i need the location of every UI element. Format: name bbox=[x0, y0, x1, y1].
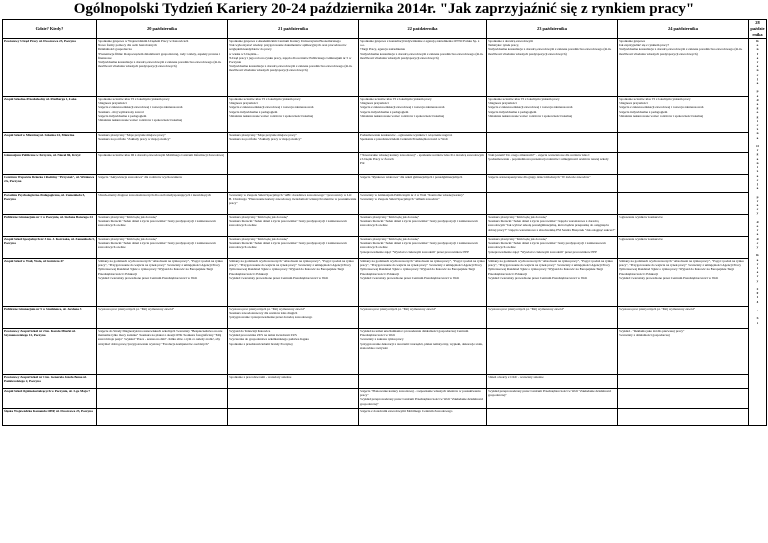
activity-cell bbox=[359, 193, 487, 215]
activity-line: •zmiany na godzinach wychowawczych "Absolwent na rynku pracy", "Popyt i podaż na rynku pracy", "Przygotowanie do wejścia na rynek pracy" •warsztaty z umiejętności Agencji Pracy Tymczasowej Randstad •Quiz o rynku pracy •Wyjazd do Katowic na Europejskie Targi Przedsiębiorczości i Edukacji bbox=[619, 259, 744, 276]
schedule-row bbox=[3, 329, 767, 375]
activity-line: •wystawa prac plastycznych pt. "Mój wymarzony zawód" bbox=[98, 307, 175, 311]
activity-line: •indywidualne konsultacje z doradcą zawodowym z zakresu poradnictwa zawodowego (m.in. możliwość zbadania własnych predyspozycji zawodowych) bbox=[360, 51, 484, 60]
activity-cell bbox=[618, 215, 749, 237]
institution-name: Zespół Szkół Specjalnych nr 3 im. J. Korczaka, ul. Zamenhofa 5, Poczyna bbox=[3, 237, 97, 259]
institution-name: Centrum Wsparcia Dziecka i Rodziny "Przystań", ul. Wiśniowa 2A, Poczyna bbox=[3, 175, 97, 193]
activity-line: •zajęcia z zakresu edukacji zawodowej i rozwoju zainteresowań bbox=[98, 105, 183, 110]
activity-line: •warsztaty z zakresu rynku pracy bbox=[360, 337, 404, 342]
side-note-letter: t bbox=[756, 320, 759, 325]
side-note-letter: o bbox=[756, 110, 759, 115]
activity-cell bbox=[618, 329, 749, 375]
activity-line: •wykład przeprowadzony przez Centrum Przedsiębiorczości w Woli "Zakładanie działalności gospodarczej" bbox=[488, 389, 612, 398]
activity-cell bbox=[359, 215, 487, 237]
activity-line: •wykład i warsztaty prowadzone przez Centrum Przedsiębiorczości w Woli bbox=[98, 275, 198, 280]
activity-cell bbox=[487, 153, 618, 175]
side-note-letter: g bbox=[756, 152, 759, 157]
activity-line: •wykład na temat uruchamiania i prowadzenia działalności gospodarczej Centrum Przedsiębiorczości w Woli bbox=[360, 329, 469, 338]
activity-line: •działania nakierowane wobec rodziców i społeczności lokalnej bbox=[229, 113, 314, 118]
activity-cell bbox=[228, 237, 359, 259]
side-note-letter: r bbox=[756, 60, 759, 65]
activity-line: •wyjazd do Telewizji Katowice bbox=[229, 329, 271, 333]
activity-line: •ogłoszenie wyników konkursów bbox=[619, 237, 663, 241]
activity-cell bbox=[618, 409, 749, 426]
side-note-letter: d bbox=[756, 236, 759, 241]
side-note-letter: e bbox=[756, 93, 759, 98]
activity-line: •konkurs plastyczny "Kim będę jak dorosnę" bbox=[360, 215, 420, 219]
institution-name: Powiatowy Zespół Szkół nr 2 im. Karola Miarki ul. Szymanowskiego 12, Poczyna bbox=[3, 329, 97, 375]
side-note-letter: - bbox=[756, 308, 759, 312]
activity-line: •spotkanie z doradcą zawodowym bbox=[488, 39, 534, 43]
activity-line: •zajęcia "Planowanie kariery zawodowej - rozpoznanie własnych talentów w poszukiwaniu pracy" bbox=[360, 389, 481, 398]
activity-line: •wystawa prac plastycznych pt. "Mój wymarzony zawód" bbox=[360, 307, 437, 311]
side-note-letter: 1 bbox=[756, 295, 759, 300]
activity-cell bbox=[228, 193, 359, 215]
header-day-6: 28 października bbox=[750, 20, 765, 37]
activity-cell bbox=[487, 389, 618, 409]
institution-name: Zespół Szkół Ogólnokształcących w Poczynie, ul. 3-go Maja 7 bbox=[3, 389, 97, 409]
activity-line: •warsztaty z działalności gospodarczej bbox=[619, 333, 670, 338]
activity-cell bbox=[228, 389, 359, 409]
side-note-letter: i bbox=[757, 165, 758, 170]
institution-name: Powiatowy Urząd Pracy ul. Dworcowa 23, Poczyna bbox=[3, 39, 97, 97]
activity-line: •konkurs - mój wymarzony zawód bbox=[98, 109, 144, 114]
schedule-row bbox=[3, 215, 767, 237]
side-note-cell bbox=[749, 39, 767, 426]
activity-cell bbox=[228, 133, 359, 153]
activity-cell bbox=[97, 153, 228, 175]
activity-cell bbox=[228, 175, 359, 193]
activity-cell bbox=[359, 237, 487, 259]
activity-cell bbox=[487, 409, 618, 426]
activity-line: •diagnoza przyszłości bbox=[98, 101, 127, 106]
activity-line: •wystawa prac plastycznych pt. "Mój wymarzony zawód" bbox=[229, 307, 306, 311]
side-note-letter: S bbox=[756, 316, 759, 321]
activity-line: •konkurs literacki "Jeden dzień z życia pracownika" •testy predyspozycji i zainteresowań zawodowych on-line bbox=[229, 241, 347, 250]
side-note-letter: o bbox=[756, 43, 759, 48]
activity-line: •zajęcia z zakresu edukacji zawodowej i rozwoju zainteresowań bbox=[229, 105, 314, 110]
header-row bbox=[3, 20, 767, 39]
activity-line: •przeprowadzenie zajęć "Wywiad z ciekawym zawodem" przez pracownikow PPP bbox=[488, 249, 597, 254]
activity-cell bbox=[228, 375, 359, 389]
activity-cell bbox=[228, 409, 359, 426]
schedule-row bbox=[3, 307, 767, 329]
activity-cell bbox=[359, 409, 487, 426]
activity-line: Jak zaprzyjaźnić się z rynkiem pracy? bbox=[619, 43, 670, 48]
activity-line: •spotkanie uczniów klas VI z lokalnym rynkiem pracy bbox=[98, 97, 170, 101]
activity-line: Pół bbox=[360, 161, 365, 166]
activity-cell bbox=[359, 175, 487, 193]
activity-line: •spotkanie grupowe z Akademickim Centrum Kariery Uniwersytetu Ekonomicznego bbox=[229, 39, 341, 43]
side-note-letter: a bbox=[756, 186, 759, 191]
activity-line: •spotkanie grupowe w Wojewódzkim Urzędem Pracy w Katowicach bbox=[98, 39, 189, 43]
activity-cell bbox=[97, 389, 228, 409]
activity-line: •spotkanie z pracodawcami - warsztaty szkolne bbox=[229, 375, 292, 379]
activity-line: •diagnoza przyszłości bbox=[619, 101, 648, 106]
activity-line: B. Chrobrego "Planowanie kariery zawodowej, świadomość własnych talentów w poszukiwaniu pracy" bbox=[229, 197, 357, 206]
activity-line: Spotkanie z przedstawicielem Centrum Przedsiębiorczości w Woli bbox=[360, 137, 448, 142]
schedule-row bbox=[3, 389, 767, 409]
activity-line: •konkurs plastyczny "Kim będę jak dorosnę" bbox=[360, 237, 420, 241]
side-note-letter: a bbox=[756, 135, 759, 140]
activity-cell bbox=[359, 259, 487, 307]
activity-line: •konkurs literacki "Jeden dzień z życia pracownika" •testy predyspozycji i zainteresowań zawodowych on-line bbox=[488, 241, 606, 250]
activity-line: •konkurs literacki "Jeden dzień z życia pracownika" •testy predyspozycji i zainteresowań zawodowych on-line bbox=[98, 219, 216, 228]
activity-cell bbox=[618, 133, 749, 153]
activity-line: •Targi Pracy, agencja zatrudnienia bbox=[360, 47, 405, 52]
schedule-row bbox=[3, 193, 767, 215]
schedule-table bbox=[2, 19, 767, 426]
activity-line: •działania nakierowane wobec rodziców i społeczności lokalnej bbox=[488, 113, 573, 118]
activity-line: •warsztaty w Zespole Szkół Specjalnych "Album zawodów" bbox=[360, 197, 440, 202]
activity-cell bbox=[97, 375, 228, 389]
side-note-letter: g bbox=[756, 114, 759, 119]
institution-name: Zespół Szkolno-Przedszkolny ul. Fitelberga 1, Łaka bbox=[3, 97, 97, 133]
activity-line: •konkurs plastyczny "Kim będę jak dorosnę" bbox=[488, 215, 548, 219]
side-note-letter: r bbox=[756, 198, 759, 203]
activity-cell bbox=[359, 375, 487, 389]
side-note-letter: a bbox=[756, 156, 759, 161]
activity-cell bbox=[359, 307, 487, 329]
activity-cell bbox=[487, 133, 618, 153]
activity-line: •spotkanie grupowe z konsultacji indywidualne z agencją zatrudnienia OTTO Polska Sp. z o.o. bbox=[360, 39, 480, 48]
activity-line: •spotkanie z przedstawicielami branży Poczynej bbox=[229, 341, 293, 346]
activity-cell bbox=[487, 39, 618, 97]
institution-name: Publiczne Gimnazjum nr 1 w Poczynie, ul. Stefana Batorego 24 bbox=[3, 215, 97, 237]
side-note-letter: r bbox=[756, 274, 759, 279]
activity-cell bbox=[97, 259, 228, 307]
activity-line: •konkurs plastyczny "Kim będę jak dorosnę" bbox=[98, 215, 158, 219]
activity-line: •Jak wykorzystać wiedzę: przygotowanie dokumentów aplikacyjnych oraz pracodawców względem kandydatów do pracy bbox=[229, 43, 347, 52]
activity-line: •konkurs plastyczny "Kim będę jak dorosnę" bbox=[98, 237, 158, 241]
activity-line: •konkurs literacki "Jeden dzień z życia pracownika" •testy predyspozycji i zainteresowań zawodowych on-line bbox=[360, 219, 478, 228]
activity-line: •zajęcia z zakresu edukacji zawodowej i rozwoju zainteresowań bbox=[619, 105, 704, 110]
activity-cell bbox=[97, 39, 228, 97]
header-corner: Gdzie? Kiedy? bbox=[3, 20, 97, 39]
activity-line: •konkurs literacki "Jeden dzień z życia pracownika" •zajęcia warsztatowe z doradcą zawodowym "Jak wybrać szkołę ponadgimnazjalną, która będzie przepustką do osiągnięcia dobrej pracy?" •zajęcia warsztatowe z absolwentką PSI Sandra Brzęczek "Jak osiągnąć sukces?" bbox=[488, 219, 616, 232]
institution-name: Poradnia Psychologiczno-Pedagogiczna, ul. Zamenhofa 5, Poczyna bbox=[3, 193, 97, 215]
activity-cell bbox=[487, 307, 618, 329]
activity-line: •spotkanie uczniów klas VI z lokalnym rynkiem pracy bbox=[619, 97, 691, 101]
activity-line: •dzień otwarty z CKU - warsztaty szkolne bbox=[488, 375, 544, 379]
activity-line: •indywidualne konsultacje z doradcą zawodowym z zakresu poradnictwa zawodowego (m.in. możliwość zbadania własnych predyspozycji zawodowych) bbox=[98, 60, 222, 69]
activity-cell bbox=[228, 307, 359, 329]
side-note-letter: g bbox=[756, 106, 759, 111]
activity-line: •konkurs na portfolio "Zakłady pracy w mojej okolicy" bbox=[229, 137, 302, 142]
side-note-letter: j bbox=[756, 181, 759, 186]
activity-line: •działania nakierowane wobec rodziców i społeczności lokalnej bbox=[360, 113, 445, 118]
activity-cell bbox=[97, 329, 228, 375]
activity-line: •działania nakierowane wobec rodziców i społeczności lokalnej bbox=[619, 113, 704, 118]
side-note-letter: a bbox=[756, 202, 759, 207]
schedule-row bbox=[3, 39, 767, 97]
activity-cell bbox=[97, 237, 228, 259]
side-note-letter: K bbox=[756, 39, 759, 43]
activity-cell bbox=[618, 259, 749, 307]
side-note-letter: n bbox=[756, 68, 759, 73]
activity-line: •diagnoza przyszłości bbox=[488, 101, 517, 106]
side-note-letter: e bbox=[756, 64, 759, 69]
header-day-3: 22 października bbox=[359, 20, 487, 39]
activity-cell bbox=[618, 39, 749, 97]
side-note-letter: i bbox=[757, 265, 758, 270]
activity-cell bbox=[228, 153, 359, 175]
activity-line: •wykład przeprowadzony przez Centrum Przedsiębiorczości w Woli "Zakładanie działalności gospodarczej" bbox=[360, 397, 484, 406]
activity-cell bbox=[97, 307, 228, 329]
side-note-letter: c bbox=[756, 72, 759, 77]
side-note-letter: a bbox=[756, 173, 759, 178]
activity-line: •wykład i warsztaty prowadzone przez Centrum Przedsiębiorczości w Woli bbox=[619, 275, 719, 280]
side-note-letter: n bbox=[756, 47, 759, 52]
activity-cell bbox=[228, 215, 359, 237]
activity-line: •wykład i warsztaty prowadzone przez Centrum Przedsiębiorczości w Woli bbox=[360, 275, 460, 280]
activity-line: •wykład i warsztaty prowadzone przez Centrum Przedsiębiorczości w Woli bbox=[488, 275, 588, 280]
side-note-letter: o bbox=[756, 223, 759, 228]
activity-line: •zajęcia artoterapeutyczne dla grupy dzieci młodszych "W świecie zawodów" bbox=[488, 175, 591, 179]
activity-cell bbox=[359, 153, 487, 175]
activity-line: Nowe formy pomocy dla osób bezrobotnych bbox=[98, 43, 157, 48]
activity-cell bbox=[487, 175, 618, 193]
activity-cell bbox=[359, 97, 487, 133]
side-note-letter: O bbox=[756, 144, 759, 149]
activity-line: •konkurs literacki "Jeden dzień z życia pracownika" •testy predyspozycji i zainteresowań zawodowych on-line bbox=[229, 219, 347, 228]
activity-line: •zmiany na godzinach wychowawczych "Absolwent na rynku pracy", "Popyt i podaż na rynku pracy", "Przygotowanie do wejścia na rynek pracy" •warsztaty z umiejętności Agencji Pracy Tymczasowej Randstad •Quiz o rynku pracy •Wyjazd do Katowic na Europejskie Targi Przedsiębiorczości i Edukacji bbox=[98, 259, 223, 276]
activity-line: •warsztaty w Zespole Szkół Specjalnych "ABC doradztwa zawodowego" •pracownicy w LO bbox=[229, 193, 352, 197]
activity-cell bbox=[359, 389, 487, 409]
activity-line: •spotkanie uczniów klas VI z lokalnym rynkiem pracy bbox=[360, 97, 432, 101]
document-title: Ogólnopolski Tydzień Kariery 20-24 października 2014r. "Jak zaprzyjaźnić się z rynkiem pracy" bbox=[73, 1, 695, 17]
side-note-letter: 4 bbox=[756, 299, 759, 304]
activity-line: •zajęcie do Straży Diagnostyki na stanowiskach szkolnych •warsztaty "Bezpieczeństwo na nie marnemu tylko macy zadanie" •konkurs na plakat z okazji OTK •konkurs fotograficzny "Mój zawód moja pasja" •wykład "Praca - szansa na dziś". Kilka słów o tym co należy zrobić, aby otrzymać dobrą pracę •przygotowanie wystawy "Ewolucja komputerów osobistych" bbox=[98, 329, 223, 346]
activity-cell bbox=[359, 329, 487, 375]
side-note-letter: r bbox=[756, 261, 759, 266]
activity-line: •zajęcia indywidualne z pedagogiem bbox=[98, 113, 147, 118]
side-note-letter: n bbox=[756, 160, 759, 165]
activity-cell bbox=[97, 97, 228, 133]
activity-line: •zajęcia indywidualne z pedagogiem bbox=[488, 109, 537, 114]
activity-cell bbox=[487, 259, 618, 307]
schedule-row bbox=[3, 175, 767, 193]
side-note-letter: i bbox=[757, 118, 758, 123]
side-note-letter: a bbox=[756, 102, 759, 107]
institution-name: Gimnazjum Publiczne w Krzyczu, ul. Niecał 86, Krzyż bbox=[3, 153, 97, 175]
activity-line: •zajęcia z zakresu edukacji zawodowej i rozwoju zainteresowań bbox=[360, 105, 445, 110]
activity-line: w wieku w Urzędzie... bbox=[229, 51, 259, 56]
activity-line: •konkurs plastyczny "Kim będę jak dorosnę" bbox=[229, 237, 289, 241]
activity-cell bbox=[97, 133, 228, 153]
activity-line: •wystawa prac plastycznych pt. "Mój wymarzony zawód" bbox=[488, 307, 565, 311]
side-note-letter: n bbox=[756, 131, 759, 136]
activity-cell bbox=[618, 375, 749, 389]
header-day-1: 20 października bbox=[97, 20, 228, 39]
activity-line: •zajęcia indywidualne z pedagogiem bbox=[360, 109, 409, 114]
schedule-row bbox=[3, 259, 767, 307]
activity-cell bbox=[97, 409, 228, 426]
header-day-5: 24 października bbox=[618, 20, 749, 39]
activity-cell bbox=[618, 97, 749, 133]
activity-line: •przygotowanie dekoracji z rzeczami i narzędzi, plakat tematyczny, wypieki, dekoracje stołu, stanowisko rozrywki bbox=[360, 341, 483, 350]
activity-cell bbox=[228, 329, 359, 375]
activity-line: •konkurs zawodoznawczy dla uczniów klas drugich bbox=[229, 311, 298, 316]
activity-line: •Jaki jestem? Do czego zmierzam?" - zajęcia warsztatowe dla uczniów klas I bbox=[488, 153, 590, 157]
activity-line: •konkurs literacki "Jeden dzień z życia pracownika" •testy predyspozycji i zainteresowań zawodowych on-line bbox=[98, 241, 216, 250]
side-note-letter: c bbox=[756, 123, 759, 128]
side-note-letter: r bbox=[756, 148, 759, 153]
activity-line: •spotkanie uczniów klas VI z lokalnym rynkiem pracy bbox=[488, 97, 560, 101]
side-note-letter: c bbox=[756, 177, 759, 182]
activity-cell bbox=[618, 153, 749, 175]
activity-line: •zmiany na godzinach wychowawczych "Absolwent na rynku pracy", "Popyt i podaż na rynku pracy", "Przygotowanie do wejścia na rynek pracy" •warsztaty z umiejętności Agencji Pracy Tymczasowej Randstad •Quiz o rynku pracy •Wyjazd do Katowic na Europejskie Targi Przedsiębiorczości i Edukacji bbox=[488, 259, 613, 276]
header-day-2: 21 października bbox=[228, 20, 359, 39]
activity-line: •indywidualne konsultacje z doradcą zawodowym z zakresu poradnictwa zawodowego (m.in. możliwość zbadania własnych predyspozycji zawodowych) bbox=[488, 47, 612, 56]
activity-line: •wycieczka do gospodarstwa szkółkarskiego państwa Kąpka bbox=[229, 337, 309, 342]
activity-line: •zajęcia z doradcami zawodowymi Mobilnego Centrum Zawodowego bbox=[360, 409, 453, 413]
activity-cell bbox=[228, 97, 359, 133]
activity-cell bbox=[97, 215, 228, 237]
schedule-row bbox=[3, 97, 767, 133]
activity-line: •indywidualne konsultacje z doradcą zawodowym z zakresu poradnictwa zawodowego (m.in. możliwość zbadania własnych predyspozycji zawodowych) bbox=[229, 64, 353, 73]
side-note-letter: 2 bbox=[756, 286, 759, 291]
activity-line: •konkurs plastyczny "Kim będę jak dorosnę" bbox=[488, 237, 548, 241]
activity-line: •zajęcia "Aktywizacja zawodowa" dla rodziców wychowanków bbox=[98, 175, 183, 179]
schedule-row bbox=[3, 409, 767, 426]
activity-line: •konkurs na portfolio "Zakłady pracy w mojej okolicy" bbox=[98, 137, 171, 142]
activity-line: •konkurs literacki "Jeden dzień z życia pracownika" •testy predyspozycji i zainteresowań zawodowych on-line bbox=[360, 241, 478, 250]
activity-cell bbox=[487, 375, 618, 389]
side-note-letter: y bbox=[756, 244, 759, 249]
activity-cell bbox=[487, 237, 618, 259]
activity-line: Działalności gospodarcza bbox=[98, 47, 132, 52]
schedule-row bbox=[3, 133, 767, 153]
activity-cell bbox=[618, 307, 749, 329]
side-note-letter: e bbox=[756, 270, 759, 275]
activity-line: •indywidualne konsultacje z doradcą zawodowym z zakresu poradnictwa zawodowego (m.in. możliwość zbadania własnych predyspozycji zawodowych) bbox=[619, 47, 743, 56]
activity-line: •wykład i warsztaty prowadzone przez Centrum Przedsiębiorczości w Woli bbox=[229, 275, 329, 280]
side-note-letter: p bbox=[756, 89, 759, 94]
activity-line: •warsztaty w Gimnazjum Publicznym nr 2 w Woli "Kontrolne własnej kariery" bbox=[360, 193, 465, 197]
activity-line: •przeprowadzenie zajęć "Wywiad z ciekawym zawodem" przez pracownikow PPP bbox=[360, 249, 469, 254]
activity-cell bbox=[618, 175, 749, 193]
activity-line: •spotkanie uczniów klas III z doradcą zawodowym Mobilnego Centrum Informacji Zawodowej bbox=[98, 153, 225, 157]
side-note-letter: a bbox=[756, 257, 759, 262]
activity-cell bbox=[359, 133, 487, 153]
activity-line: •zajęcia "Rynkowe wiatrowe" dla szkół gimnazjalnych i ponadgimnazjalnych bbox=[360, 175, 463, 179]
side-note-letter: d bbox=[756, 97, 759, 102]
activity-cell bbox=[618, 389, 749, 409]
activity-line: •podsumowanie - popołudniowa prezentacja talentów i umiejętności uczniów naszej szkoły bbox=[488, 157, 609, 162]
activity-line: •diagnoza przyszłości bbox=[360, 101, 389, 106]
activity-line: •spotkanie grupowe bbox=[619, 39, 646, 43]
activity-cell bbox=[487, 193, 618, 215]
side-note-letter: p bbox=[756, 194, 759, 199]
activity-line: •wykład - "Reklama jako źródło pierwszej pracy" bbox=[619, 329, 685, 333]
activity-line: •zmiany na godzinach wychowawczych "Absolwent na rynku pracy", "Popyt i podaż na rynku pracy", "Przygotowanie do wejścia na rynek pracy" •warsztaty z umiejętności Agencji Pracy Tymczasowej Randstad •Quiz o rynku pracy •Wyjazd do Katowic na Europejskie Targi Przedsiębiorczości i Edukacji bbox=[229, 259, 354, 276]
activity-line: •dwuh-etnetry diagnoz zawodoznawczych dla osób niedysponujących i niewidzących bbox=[98, 193, 211, 197]
schedule-row bbox=[3, 375, 767, 389]
activity-cell bbox=[487, 329, 618, 375]
header-day-4: 23 października bbox=[487, 20, 618, 39]
activity-line: •konkurs plastyczny "Moje przyszłe miejsce pracy" bbox=[229, 133, 298, 137]
activity-line: •wystawa prac plastycznych pt. "Mój wymarzony zawód" bbox=[619, 307, 696, 311]
side-note-letter: f bbox=[756, 51, 759, 56]
side-note-letter: z bbox=[756, 127, 759, 132]
side-note-letter: y bbox=[756, 211, 759, 216]
activity-cell bbox=[97, 193, 228, 215]
side-note-letter: c bbox=[756, 207, 759, 212]
activity-line: •diagnoza przyszłości bbox=[229, 101, 258, 106]
institution-name: Powiatowy Zespół Szkół nr 1 im. Generała Józefa Bema ul. Pankiewskiego 2, Poczyna bbox=[3, 375, 97, 389]
activity-cell bbox=[618, 237, 749, 259]
institution-name: Zespół Szkół w Woli, Wola, ul Górnicza 47 bbox=[3, 259, 97, 307]
activity-line: •"Kreatorskie własnej kariery zawodowej" - spotkanie uczniów klas II z doradcą zawodowym z Urzędu Pracy w Żorach bbox=[360, 153, 484, 162]
activity-line: •ogłoszenie wyników konkursów bbox=[619, 215, 663, 219]
schedule-row bbox=[3, 153, 767, 175]
activity-cell bbox=[228, 259, 359, 307]
schedule-body bbox=[3, 39, 767, 426]
institution-name: Zespół Szkół w Mieścinej ul. Szkolna 24, Mieścina bbox=[3, 133, 97, 153]
activity-cell bbox=[618, 193, 749, 215]
activity-line: •Prezentacje filmu: Rozpoczęciem działalności gospodarczej, rady i zalety, aspekty prawne i finansowe bbox=[98, 51, 220, 60]
institution-name: Śląska Wojewódzka Komenda OHP, ul. Dworcowa 23, Poczyna bbox=[3, 409, 97, 426]
activity-line: •działania nakierowane wobec rodziców i społeczności lokalnej bbox=[98, 118, 183, 123]
activity-line: •przygotowanie i przeprowadzenie przez doradcę zawodowego bbox=[229, 315, 313, 320]
activity-line: •zmiany na godzinach wychowawczych "Absolwent na rynku pracy", "Popyt i podaż na rynku pracy", "Przygotowanie do wejścia na rynek pracy" •warsztaty z umiejętności Agencji Pracy Tymczasowej Randstad •Quiz o rynku pracy •Wyjazd do Katowic na Europejskie Targi Przedsiębiorczości i Edukacji bbox=[360, 259, 485, 276]
side-note-letter: c bbox=[756, 240, 759, 245]
side-note-letter: r bbox=[756, 228, 759, 233]
side-note-letter: K bbox=[756, 253, 759, 258]
activity-cell bbox=[359, 39, 487, 97]
side-note-letter: j bbox=[756, 76, 759, 81]
activity-cell bbox=[97, 175, 228, 193]
activity-cell bbox=[487, 215, 618, 237]
side-note-letter: 0 bbox=[756, 291, 759, 296]
schedule-row bbox=[3, 237, 767, 259]
activity-cell bbox=[487, 97, 618, 133]
activity-line: •konkurs plastyczny "Kim będę jak dorosnę" bbox=[229, 215, 289, 219]
activity-line: •Urząd pracy i jego rola na rynku pracy, zajęcia dla uczniów Publicznego Gimnazjum nr 5 w Poczynie bbox=[229, 55, 352, 65]
side-note-letter: e bbox=[756, 55, 759, 60]
institution-name: Publiczne Gimnazjum nr 5 w Studzience, ul. Jordana 3 bbox=[3, 307, 97, 329]
side-note-letter: d bbox=[756, 219, 759, 224]
activity-line: Podsumowanie konkursów - ogłoszenie wyników i wręczenie nagród. bbox=[360, 133, 453, 137]
activity-line: •konkurs plastyczny "Moje przyszłe miejsce pracy" bbox=[98, 133, 167, 137]
activity-line: •spotkanie uczniów klas VI z lokalnym rynkiem pracy bbox=[229, 97, 301, 101]
activity-line: Tematyka: rynek pracy, bbox=[488, 43, 519, 48]
activity-cell bbox=[228, 39, 359, 97]
side-note-letter: z bbox=[756, 169, 759, 174]
side-note-letter: a bbox=[756, 81, 759, 86]
side-note-letter: a bbox=[756, 232, 759, 237]
activity-line: •wykład pracownika ZUS na temat świadczeń ZUS bbox=[229, 333, 297, 338]
activity-line: •zajęcia z zakresu edukacji zawodowej i rozwoju zainteresowań bbox=[488, 105, 573, 110]
side-note-letter: y bbox=[756, 278, 759, 283]
activity-line: •zajęcia indywidualne z pedagogiem bbox=[619, 109, 668, 114]
activity-line: •zajęcia indywidualne z pedagogiem bbox=[229, 109, 278, 114]
